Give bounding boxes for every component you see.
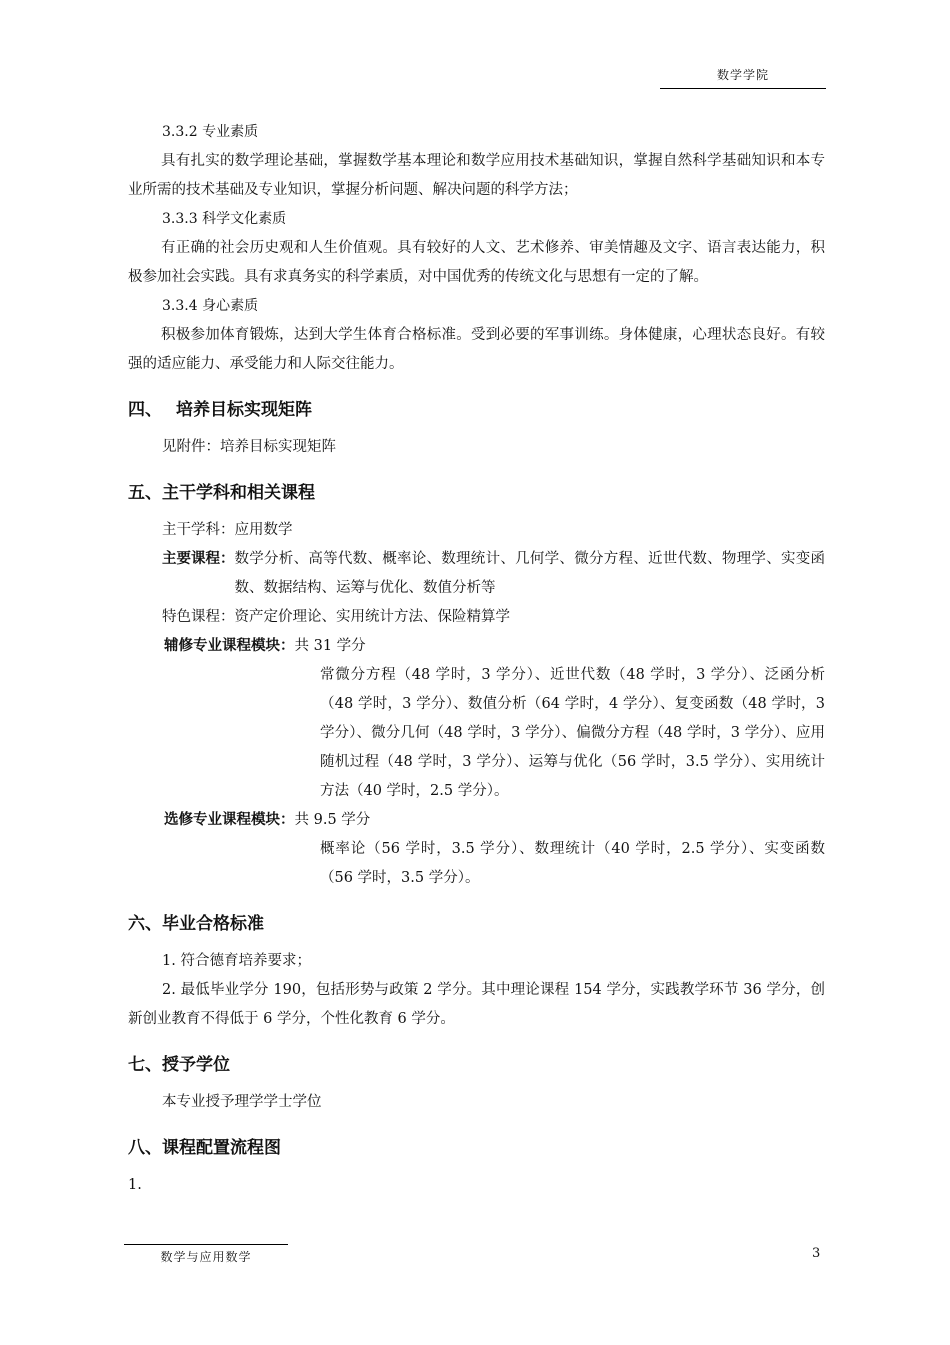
section-title: 培养目标实现矩阵 bbox=[176, 400, 312, 420]
elective-module-total: 共 9.5 学分 bbox=[294, 812, 371, 828]
section-number: 四、 bbox=[128, 400, 162, 420]
minor-module bbox=[128, 632, 825, 661]
appendix-reference bbox=[128, 433, 825, 462]
appendix-label: 见附件： bbox=[162, 439, 220, 455]
subsection-3-3-2 bbox=[128, 118, 825, 205]
elective-module-label: 选修专业课程模块： bbox=[164, 812, 295, 828]
section-heading-6: 六、毕业合格标准 bbox=[128, 914, 264, 934]
main-courses-label: 主要课程： bbox=[162, 551, 235, 567]
paragraph: 有正确的社会历史观和人生价值观。具有较好的人文、艺术修养、审美情趣及文字、语言表达能力，积极参加社会实践。具有求真务实的科学素质，对中国优秀的传统文化与思想有一定的了解。 bbox=[128, 240, 825, 285]
main-courses-value: 数学分析、高等代数、概率论、数理统计、几何学、微分方程、近世代数、物理学、实变函数、数据结构、运筹与优化、数值分析等 bbox=[234, 551, 825, 596]
page-content bbox=[128, 118, 825, 1200]
main-discipline-value: 应用数学 bbox=[234, 522, 293, 538]
elective-module-courses: 概率论（56 学时，3.5 学分）、数理统计（40 学时，2.5 学分）、实变函数（56 学时，3.5 学分）。 bbox=[320, 841, 825, 886]
feature-courses-label: 特色课程： bbox=[162, 609, 235, 625]
elective-module bbox=[128, 806, 825, 835]
subsection-heading: 3.3.3 科学文化素质 bbox=[162, 211, 287, 227]
appendix-text: 培养目标实现矩阵 bbox=[220, 439, 336, 455]
subsection-heading: 3.3.4 身心素质 bbox=[162, 298, 259, 314]
subsection-3-3-3 bbox=[128, 205, 825, 292]
running-footer: 数学与应用数学 bbox=[124, 1244, 288, 1265]
minor-module-label: 辅修专业课程模块： bbox=[164, 638, 295, 654]
graduation-item-1: 1. 符合德育培养要求； bbox=[162, 953, 311, 969]
page-number: 3 bbox=[812, 1246, 821, 1261]
minor-module-total: 共 31 学分 bbox=[294, 638, 366, 654]
section-heading-8: 八、课程配置流程图 bbox=[128, 1138, 281, 1158]
graduation-item-2: 2. 最低毕业学分 190，包括形势与政策 2 学分。其中理论课程 154 学分，实践教学环节 36 学分，创新创业教育不得低于 6 学分，个性化教育 6 学分。 bbox=[128, 982, 825, 1027]
section-heading-4 bbox=[128, 387, 825, 433]
running-header: 数学学院 bbox=[660, 66, 826, 89]
minor-module-courses: 常微分方程（48 学时，3 学分）、近世代数（48 学时，3 学分）、泛函分析（48 学时，3 学分）、数值分析（64 学时，4 学分）、复变函数（48 学时，3 学分）、微分几何（48 学时，3 学分）、偏微分方程（48 学时，3 学分）、应用随机过程（48 学时，3 学分）、运筹与优化（56 学时，3.5 学分）、实用统计方法（40 学时，2.5 学分）。 bbox=[320, 667, 825, 799]
feature-courses-value: 资产定价理论、实用统计方法、保险精算学 bbox=[234, 609, 510, 625]
flowchart-item: 1. bbox=[128, 1177, 142, 1193]
subsection-3-3-4 bbox=[128, 292, 825, 379]
section-heading-5: 五、主干学科和相关课程 bbox=[128, 483, 315, 503]
subsection-heading: 3.3.2 专业素质 bbox=[162, 124, 259, 140]
main-discipline-label: 主干学科： bbox=[162, 522, 235, 538]
main-courses bbox=[128, 545, 825, 603]
paragraph: 积极参加体育锻炼，达到大学生体育合格标准。受到必要的军事训练。身体健康，心理状态良好。有较强的适应能力、承受能力和人际交往能力。 bbox=[128, 327, 825, 372]
main-discipline bbox=[128, 516, 825, 545]
paragraph: 具有扎实的数学理论基础，掌握数学基本理论和数学应用技术基础知识，掌握自然科学基础知识和本专业所需的技术基础及专业知识，掌握分析问题、解决问题的科学方法； bbox=[128, 153, 825, 198]
degree-text: 本专业授予理学学士学位 bbox=[162, 1094, 322, 1110]
feature-courses bbox=[128, 603, 825, 632]
section-heading-7: 七、授予学位 bbox=[128, 1055, 230, 1075]
